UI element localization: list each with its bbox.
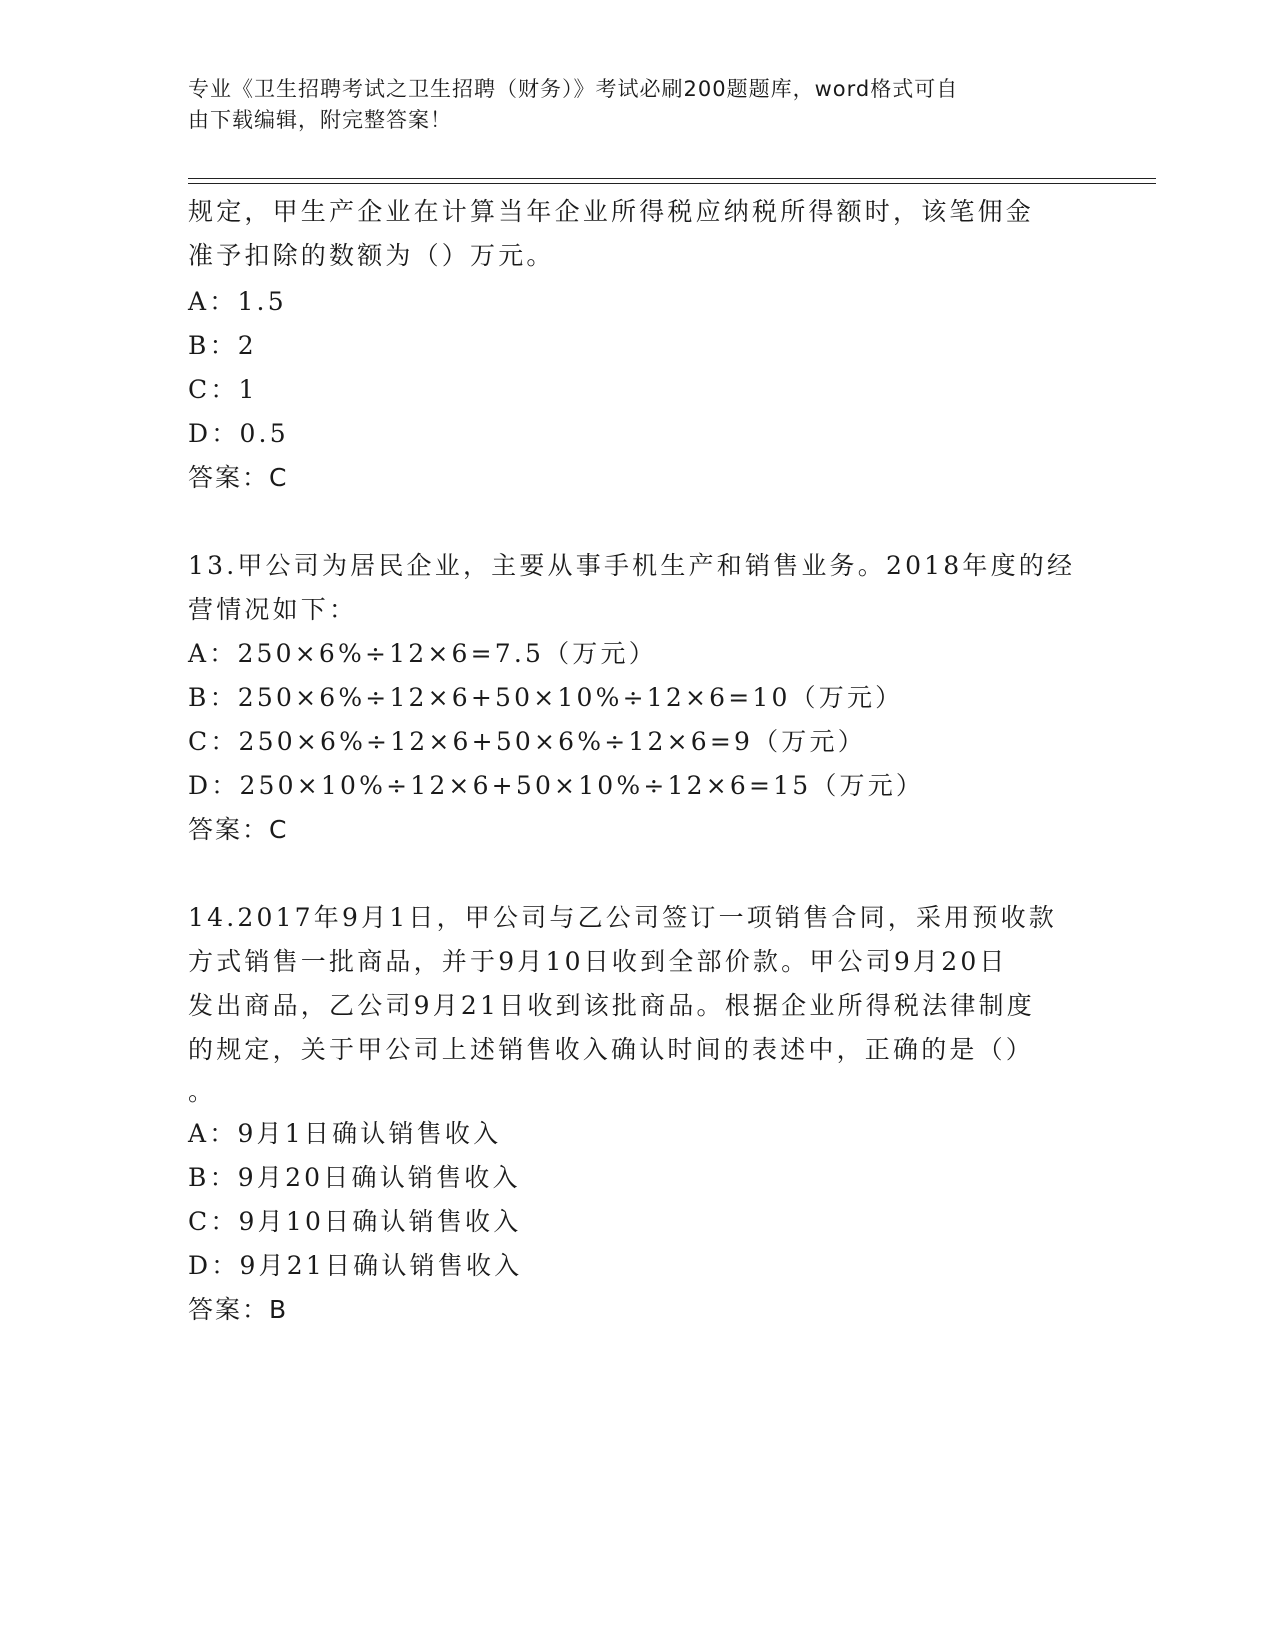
q13-option-c: C：250×6%÷12×6+50×6%÷12×6=9（万元） <box>188 727 866 756</box>
q12-option-a: A：1.5 <box>188 287 287 316</box>
q14-answer: 答案：B <box>188 1295 289 1324</box>
q14-option-a: A：9月1日确认销售收入 <box>188 1119 502 1148</box>
header-divider-top <box>188 178 1156 179</box>
header-divider-bottom <box>188 183 1156 184</box>
q14-option-b: B：9月20日确认销售收入 <box>188 1163 521 1192</box>
q12-stem-line-2: 准予扣除的数额为（）万元。 <box>188 241 555 270</box>
q12-stem-line-1: 规定，甲生产企业在计算当年企业所得税应纳税所得额时，该笔佣金 <box>188 197 1035 226</box>
q14-stem-line-4: 的规定，关于甲公司上述销售收入确认时间的表述中，正确的是（） <box>188 1035 1035 1064</box>
q13-stem-line-1: 13.甲公司为居民企业，主要从事手机生产和销售业务。2018年度的经 <box>188 551 1076 580</box>
q13-option-a: A：250×6%÷12×6=7.5（万元） <box>188 639 657 668</box>
q14-option-d: D：9月21日确认销售收入 <box>188 1251 523 1280</box>
q14-stem-line-5: 。 <box>188 1077 217 1106</box>
q14-stem-line-1: 14.2017年9月1日，甲公司与乙公司签订一项销售合同，采用预收款 <box>188 903 1057 932</box>
q12-option-d: D：0.5 <box>188 419 289 448</box>
q13-stem-line-2: 营情况如下： <box>188 595 358 624</box>
q12-option-c: C：1 <box>188 375 258 404</box>
q12-answer: 答案：C <box>188 463 289 492</box>
q13-option-d: D：250×10%÷12×6+50×10%÷12×6=15（万元） <box>188 771 925 800</box>
header-line-1: 专业《卫生招聘考试之卫生招聘（财务）》考试必刷200题题库，word格式可自 <box>188 77 959 101</box>
q14-stem-line-2: 方式销售一批商品，并于9月10日收到全部价款。甲公司9月20日 <box>188 947 1008 976</box>
header-line-2: 由下载编辑，附完整答案！ <box>188 108 452 132</box>
q12-option-b: B：2 <box>188 331 257 360</box>
q13-answer: 答案：C <box>188 815 289 844</box>
q14-option-c: C：9月10日确认销售收入 <box>188 1207 522 1236</box>
q13-option-b: B：250×6%÷12×6+50×10%÷12×6=10（万元） <box>188 683 904 712</box>
q14-stem-line-3: 发出商品，乙公司9月21日收到该批商品。根据企业所得税法律制度 <box>188 991 1035 1020</box>
document-header <box>188 74 1088 136</box>
